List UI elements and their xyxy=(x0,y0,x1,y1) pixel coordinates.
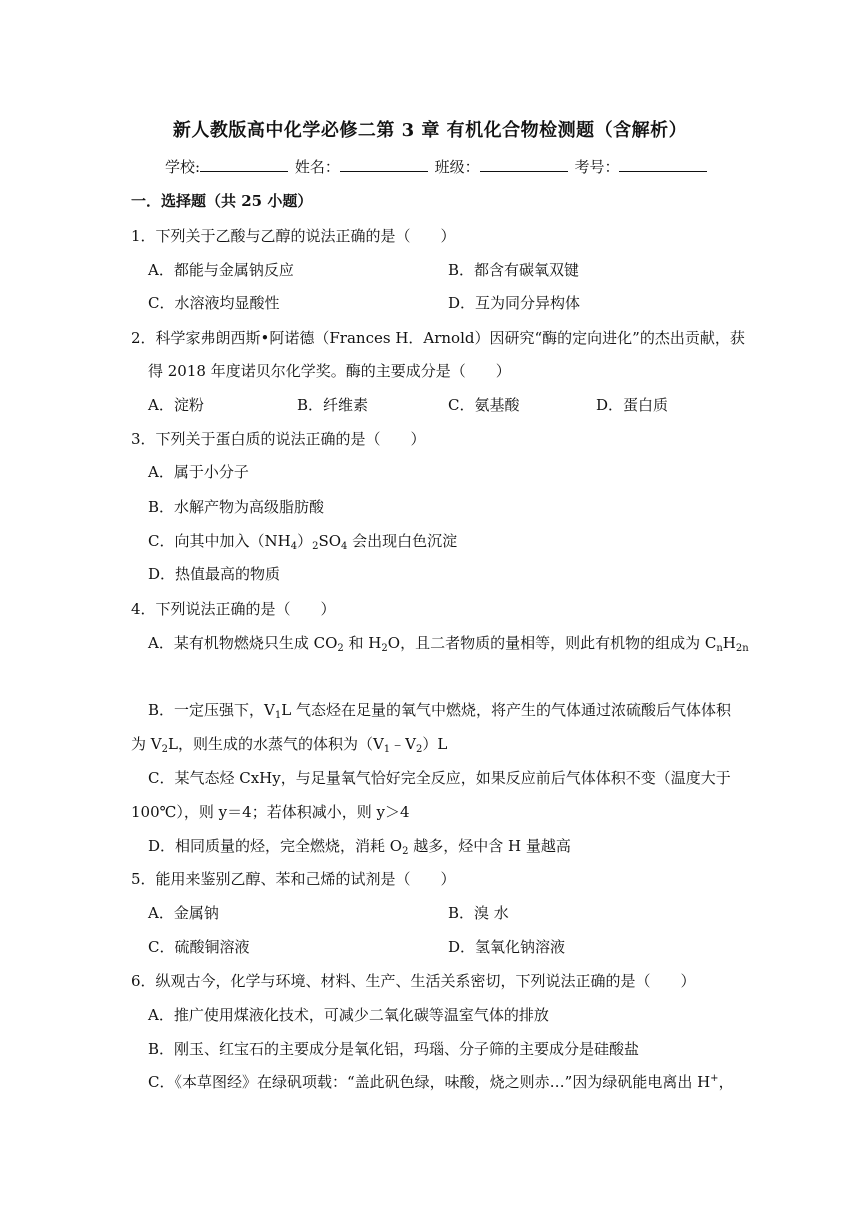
question-1-option-a: A．都能与金属钠反应 xyxy=(148,261,294,279)
question-6-option-b: B．刚玉、红宝石的主要成分是氧化铝，玛瑙、分子筛的主要成分是硅酸盐 xyxy=(148,1040,640,1058)
question-1-option-d: D．互为同分异构体 xyxy=(448,294,581,312)
question-4-option-b-line-2: 为 $V_2L$，则生成的水蒸气的体积为$(V_1﹣V_2)L$ xyxy=(131,735,448,755)
question-4-option-b-line-1: B．一定压强下，$V_1L$ 气态烃在足量的氧气中燃烧，将产生的气体通过浓硫酸后气体体积 xyxy=(148,701,731,721)
question-2-option-c: C．氨基酸 xyxy=(448,396,520,414)
question-2-option-b: B．纤维素 xyxy=(297,396,369,414)
question-5-option-d: D．氢氧化钠溶液 xyxy=(448,938,566,956)
question-2-stem-line-2: 得 2018 年度诺贝尔化学奖。酶的主要成分是（ ） xyxy=(148,362,511,380)
class-blank[interactable] xyxy=(480,157,568,172)
exam-no-label: 考号： xyxy=(574,158,620,176)
student-info-line xyxy=(165,156,709,177)
question-3-option-a: A．属于小分子 xyxy=(148,463,249,481)
question-2-option-d: D．蛋白质 xyxy=(596,396,669,414)
question-1-stem: 1．下列关于乙酸与乙醇的说法正确的是（ ） xyxy=(131,227,456,245)
name-blank[interactable] xyxy=(340,157,428,172)
question-4-option-c-line-2: 100℃），则 y＝4；若体积减小，则 y＞4 xyxy=(131,803,410,821)
page-title: 新人教版高中化学必修二第 3 章 有机化合物检测题（含解析） xyxy=(172,120,688,141)
section-heading: 一．选择题（共 25 小题） xyxy=(131,192,313,210)
question-5-option-a: A．金属钠 xyxy=(148,904,219,922)
school-label: 学校: xyxy=(165,158,201,176)
question-4-option-c-line-1: C．某气态烃 CxHy，与足量氧气恰好完全反应，如果反应前后气体体积不变（温度大于 xyxy=(148,769,731,787)
question-3-option-c: C．向其中加入$(NH_4)_2SO_4$ 会出现白色沉淀 xyxy=(148,532,458,552)
question-1-option-c: C．水溶液均显酸性 xyxy=(148,294,280,312)
question-2-option-a: A．淀粉 xyxy=(148,396,204,414)
question-3-option-d: D．热值最高的物质 xyxy=(148,565,281,583)
school-blank[interactable] xyxy=(200,157,288,172)
class-label: 班级： xyxy=(434,158,480,176)
question-6-stem: 6．纵观古今，化学与环境、材料、生产、生活关系密切，下列说法正确的是（ ） xyxy=(131,972,696,990)
name-label: 姓名： xyxy=(294,158,340,176)
question-5-stem: 5．能用来鉴别乙醇、苯和己烯的试剂是（ ） xyxy=(131,870,456,888)
question-5-option-c: C．硫酸铜溶液 xyxy=(148,938,250,956)
question-4-option-a: A．某有机物燃烧只生成 $CO_2$ 和 $H_2O$，且二者物质的量相等，则此有机物的组成为 $C_nH_{2n}$ xyxy=(148,634,749,654)
question-1-option-b: B．都含有碳氧双键 xyxy=(448,261,580,279)
question-4-option-d: D．相同质量的烃，完全燃烧，消耗 $O_2$ 越多，烃中含 H 量越高 xyxy=(148,837,571,857)
question-4-stem: 4．下列说法正确的是（ ） xyxy=(131,600,336,618)
exam-no-blank[interactable] xyxy=(619,157,707,172)
question-5-option-b: B．溴 水 xyxy=(448,904,509,922)
question-6-option-a: A．推广使用煤液化技术，可减少二氧化碳等温室气体的排放 xyxy=(148,1006,549,1024)
question-6-option-c: C．《本草图经》在绿矾项载：“盖此矾色绿，味酸，烧之则赤…”因为绿矾能电离出 H+， xyxy=(148,1073,734,1091)
question-2-stem-line-1: 2．科学家弗朗西斯•阿诺德（Frances H．Arnold）因研究“酶的定向进化”的杰出贡献，获 xyxy=(131,329,745,347)
question-3-option-b: B．水解产物为高级脂肪酸 xyxy=(148,498,325,516)
question-3-stem: 3．下列关于蛋白质的说法正确的是（ ） xyxy=(131,430,426,448)
